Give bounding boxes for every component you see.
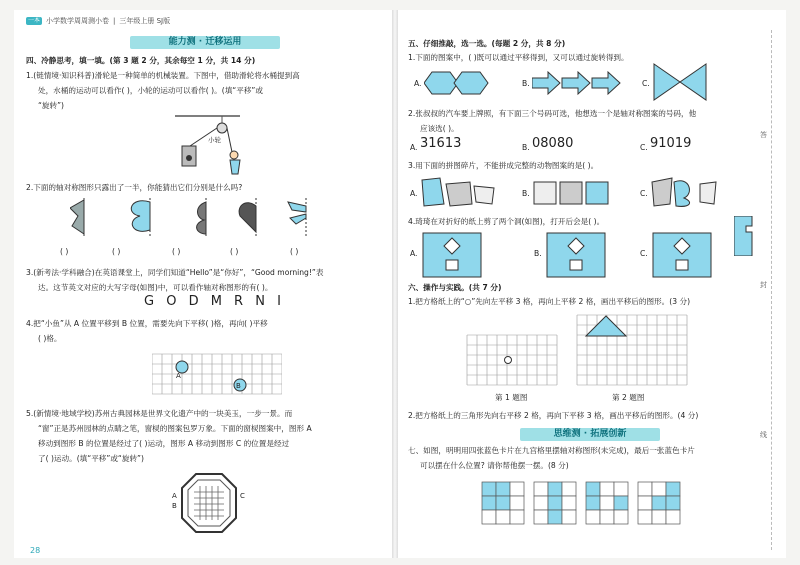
q2-blank-1[interactable]: ( ) [60,247,69,256]
puzzle-pieces-b [532,178,610,206]
fish-b-label: B [236,382,241,390]
caption-1: 第 1 题图 [495,393,528,402]
q2-blank-3[interactable]: ( ) [172,247,181,256]
q1-line1: 1.(链情境·知识科普)滑轮是一种简单的机械装置。下图中，借助滑轮将水桶提到高 [26,71,300,80]
q2-blank-5[interactable]: ( ) [290,247,299,256]
r-q2-line2: 应该选( )。 [420,124,459,133]
card-cell[interactable] [496,496,510,510]
card-cell[interactable] [614,482,628,496]
plate-b-label: B. [522,143,530,152]
q5-line2: “窗”正是苏州园林的点睛之笔，窗棂的图案包罗万象。下面的窗棂图案中，图形 A [38,424,312,433]
card-cell[interactable] [586,510,600,524]
section-6-title: 六、操作与实践。(共 7 分) [408,283,502,292]
q1-line2: 处，水桶的运动可以看作( )，小轮的运动可以看作( )。(填“平移”或 [38,86,263,95]
plate-a[interactable]: 31613 [420,136,462,151]
r-q3-option-a[interactable]: A. [410,189,418,198]
r-q3-option-c[interactable]: C. [640,189,648,198]
q3-line1: 3.(新考法·学科融合)在英语课堂上，同学们知道“Hello”是“你好”，“Good morning!”表 [26,268,324,277]
folded-paper [734,216,754,256]
card-cell[interactable] [652,510,666,524]
half-star [70,198,84,236]
grade-label: 三年级上册 SJ版 [119,17,171,25]
card-cell[interactable] [652,482,666,496]
card-cell[interactable] [586,482,600,496]
triangle-shape [586,316,626,336]
r-q3-text: 3.用下面的拼图碎片，不能拼成完整的动物图案的是( )。 [408,161,599,170]
section-7-line1: 七、如图，明明用四张蓝色卡片在九宫格里摆轴对称图形(未完成)，最后一张蓝色卡片 [408,446,695,455]
q5-line1: 5.(新情境·地域学校)苏州古典园林是世界文化遗产中的一块美玉，一步一景。而 [26,409,293,418]
card-cell[interactable] [482,496,496,510]
card-cell[interactable] [638,482,652,496]
plate-c-label: C. [640,143,648,152]
card-cell[interactable] [614,510,628,524]
fish-a-label: A [176,372,181,380]
card-cell[interactable] [548,496,562,510]
small-wheel-label: 小轮 [208,136,221,144]
grid-1 [466,334,558,386]
q2-text: 2.下面的轴对称图形只露出了一半，你能猜出它们分别是什么吗? [26,183,243,192]
card-cell[interactable] [562,496,576,510]
card-cell[interactable] [510,510,524,524]
lattice-b-label: B [172,502,177,510]
series-title: 小学数学周周测小卷 [46,17,109,25]
card-cell[interactable] [666,482,680,496]
plate-b[interactable]: 08080 [532,136,574,151]
r-q3-option-b[interactable]: B. [522,189,530,198]
card-cell[interactable] [666,510,680,524]
section-4-title: 四、冷静思考，填一填。(第 3 题 2 分，其余每空 1 分，共 14 分) [26,56,256,65]
card-cell[interactable] [534,496,548,510]
cut-line [771,30,772,550]
grid-2 [576,314,688,386]
q1-line3: “旋转”) [38,101,65,110]
series-logo: 一本 [27,17,40,24]
half-dragonfly [288,198,306,236]
plate-a-label: A. [410,143,418,152]
card-cell[interactable] [496,482,510,496]
card-cell[interactable] [496,510,510,524]
r-q2-line1: 2.张叔叔的汽车要上牌照，有下面三个号码可选，他想选一个是轴对称图案的号码，他 [408,109,697,118]
half-pot [197,198,206,236]
q2-blank-4[interactable]: ( ) [230,247,239,256]
page-header: 一本 小学数学周周测小卷 | 三年级上册 SJ版 [27,17,171,25]
thinking-test-band: 思维测 · 拓展创新 [520,428,660,441]
card-cell[interactable] [638,510,652,524]
r-q1-option-a[interactable]: A. [414,79,422,88]
section-7-line2: 可以摆在什么位置? 请你帮他摆一摆。(8 分) [420,461,569,470]
card-cell[interactable] [534,510,548,524]
r-q4-option-a[interactable]: A. [410,249,418,258]
side-label-2: 封 [760,281,767,289]
card-cell[interactable] [510,496,524,510]
unfolded-b [546,232,606,278]
r-q1-option-c[interactable]: C. [642,79,650,88]
card-cell[interactable] [562,510,576,524]
card-cell[interactable] [510,482,524,496]
r-q1-text: 1.下面的图案中，( )既可以通过平移得到，又可以通过旋转得到。 [408,53,629,62]
q4-line2: ( )格。 [38,334,62,343]
card-cell[interactable] [600,482,614,496]
window-lattice [180,472,238,534]
fish-grid [152,352,282,396]
unfolded-c [652,232,712,278]
r-q4-text: 4.琦琦在对折好的纸上剪了两个洞(如图)，打开后会是( )。 [408,217,605,226]
arrows-pattern [532,70,622,96]
card-cell[interactable] [548,510,562,524]
r-q6-1-text: 1.把方格纸上的“○”先向左平移 3 格，再向上平移 2 格，画出平移后的图形。(3 分) [408,297,691,306]
side-label-3: 线 [760,431,767,439]
q3-line2: 达。这节英文对应的大写字母(如图)中，可以看作轴对称图形的有( )。 [38,283,273,292]
card-grids [482,482,680,524]
card-cell[interactable] [666,496,680,510]
card-cell[interactable] [638,496,652,510]
puzzle-pieces-c [650,176,720,208]
card-cell[interactable] [600,496,614,510]
plate-c[interactable]: 91019 [650,136,692,151]
card-cell[interactable] [482,482,496,496]
card-cell[interactable] [548,482,562,496]
q3-letters: G O D M R N I [144,294,285,309]
lattice-c-label: C [240,492,245,500]
card-cell[interactable] [534,482,548,496]
q5-line4: 了( )运动。(填“平移”或“旋转”) [38,454,144,463]
half-shapes [70,196,320,238]
card-cell[interactable] [600,510,614,524]
circle-mark [505,357,512,364]
lattice-a-label: A [172,492,177,500]
q2-blank-2[interactable]: ( ) [112,247,121,256]
q4-line1: 4.把“小鱼”从 A 位置平移到 B 位置，需要先向下平移( )格，再向( )平移 [26,319,268,328]
caption-2: 第 2 题图 [612,393,645,402]
side-label-1: 答 [760,131,767,139]
half-heart [239,198,256,236]
r-q4-option-c[interactable]: C. [640,249,648,258]
puzzle-pieces-a [420,176,498,208]
section-5-title: 五、仔细推敲，选一选。(每题 2 分，共 8 分) [408,39,566,48]
card-cell[interactable] [482,510,496,524]
half-butterfly [131,198,150,236]
nine-grid-cards [480,480,690,528]
card-cell[interactable] [562,482,576,496]
card-cell[interactable] [652,496,666,510]
r-q4-option-b[interactable]: B. [534,249,542,258]
q5-line3: 移动到图形 B 的位置是经过了( )运动，图形 A 移动到图形 C 的位置是经过 [38,439,290,448]
card-cell[interactable] [614,496,628,510]
r-q6-2-text: 2.把方格纸上的三角形先向右平移 2 格，再向下平移 3 格，画出平移后的图形。(4 分) [408,411,699,420]
page-number: 28 [30,546,41,555]
ability-test-band: 能力测 · 迁移运用 [130,36,280,49]
unfolded-a [422,232,482,278]
bowtie-pattern [652,62,708,102]
card-cell[interactable] [586,496,600,510]
hexagons-pattern [424,70,496,96]
r-q1-option-b[interactable]: B. [522,79,530,88]
